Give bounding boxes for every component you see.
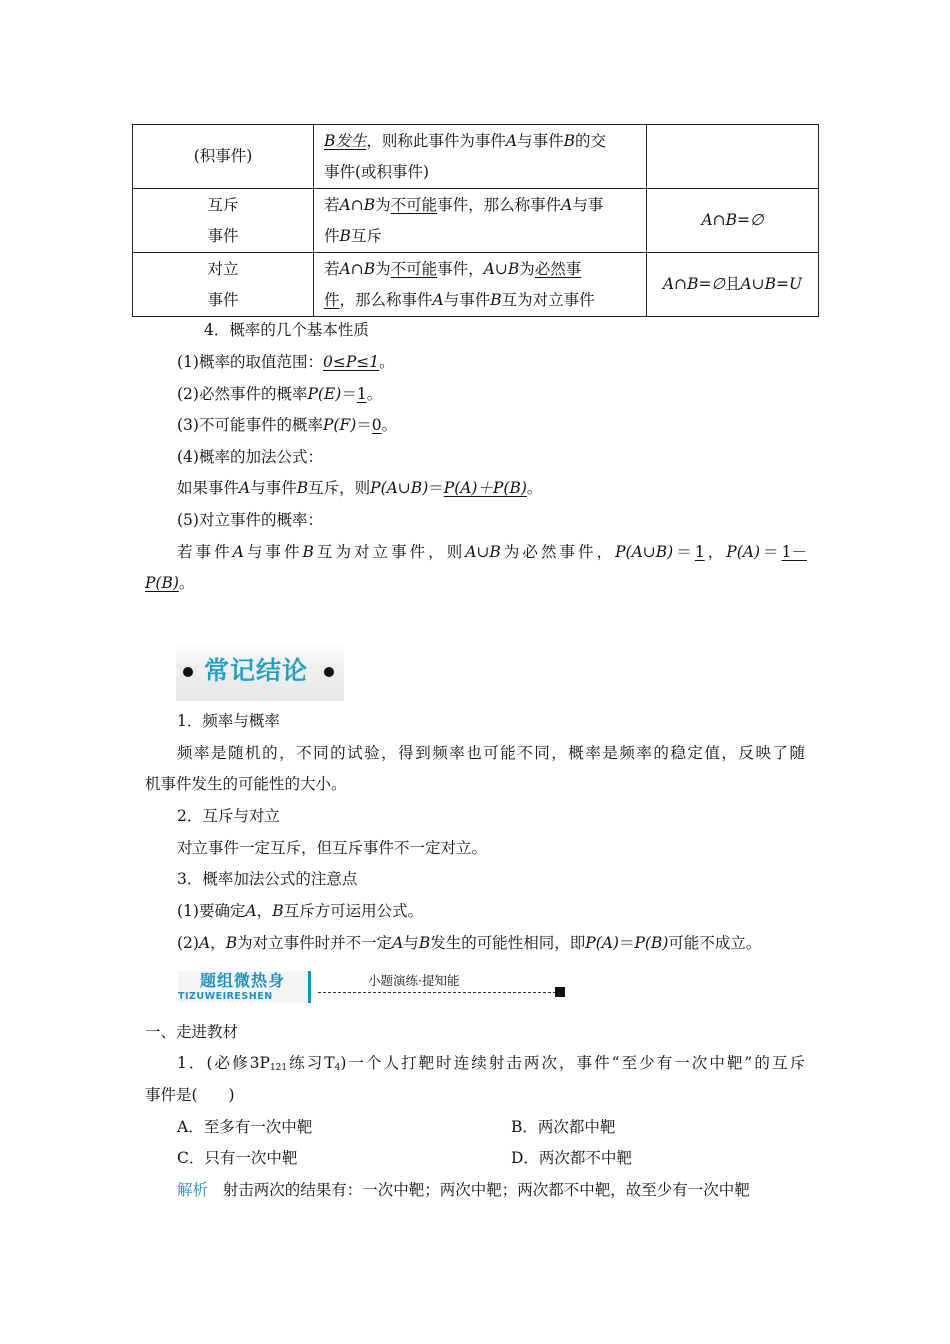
table-row (133, 253, 819, 317)
option-b[interactable]: B．两次都中靶 (511, 1118, 616, 1136)
conclusion-2-text: 对立事件一定互斥，但互斥事件不一定对立。 (177, 839, 488, 857)
banner-pinyin: TIZUWEIRESHEN (178, 991, 273, 1002)
practice-banner (178, 971, 568, 1009)
bullet-dot-icon (324, 667, 334, 677)
square-bullet-icon (555, 987, 565, 997)
conclusion-1-text: 频率是随机的，不同的试验，得到频率也可能不同，概率是频率的稳定值，反映了随 (177, 744, 805, 762)
table-cell: A∩B=∅ (647, 189, 819, 253)
option-a[interactable]: A．至多有一次中靶 (177, 1118, 313, 1136)
property-4-text: 如果事件A与事件B互斥，则P(A∪B)＝P(A)＋P(B)。 (177, 479, 543, 497)
option-c[interactable]: C．只有一次中靶 (177, 1149, 298, 1167)
table-cell: 若A∩B为不可能事件，A∪B为必然事 件，那么称事件A与事件B互为对立事件 (314, 253, 647, 317)
table-row (133, 125, 819, 189)
table-cell (647, 125, 819, 189)
banner-title: 题组微热身 (200, 971, 286, 990)
conclusion-1-text-cont: 机事件发生的可能性的大小。 (145, 775, 347, 793)
conclusion-3-title: 3．概率加法公式的注意点 (177, 870, 358, 888)
property-5-text-cont: P(B)。 (145, 574, 195, 592)
table-cell: B发生，则称此事件为事件A与事件B的交 事件(或积事件) (314, 125, 647, 189)
table-cell: 对立 事件 (133, 253, 314, 317)
bullet-dot-icon (183, 667, 193, 677)
banner-dashed-line (318, 992, 556, 993)
badge-title: 常记结论 (204, 656, 309, 685)
section-heading-properties: 4．概率的几个基本性质 (204, 321, 369, 339)
question-1-stem-cont: 事件是( ) (145, 1086, 235, 1104)
table-cell: 互斥 事件 (133, 189, 314, 253)
analysis-line: 解析 射击两次的结果有：一次中靶；两次中靶；两次都不中靶，故至少有一次中靶 (177, 1181, 750, 1199)
event-relations-table (132, 124, 819, 317)
property-4: (4)概率的加法公式： (177, 448, 323, 466)
question-1-stem: 1．(必修$3P_{121}$练习$T_4$)一个人打靶时连续射击两次，事件“至少有一次中靶”的互斥 (177, 1054, 805, 1073)
option-d[interactable]: D．两次都不中靶 (511, 1149, 632, 1167)
banner-subtitle: 小题演练·提知能 (368, 973, 460, 988)
table-row (133, 189, 819, 253)
table-cell: (积事件) (133, 125, 314, 189)
property-5-text: 若事件A与事件B互为对立事件，则A∪B为必然事件，P(A∪B)＝1，P(A)＝1－ (177, 543, 807, 561)
analysis-label: 解析 (177, 1181, 209, 1199)
property-5: (5)对立事件的概率： (177, 511, 323, 529)
conclusion-2-title: 2．互斥与对立 (177, 807, 280, 825)
table-cell: A∩B=∅且A∪B=U (647, 253, 819, 317)
exercise-section-heading: 一、走进教材 (145, 1023, 239, 1041)
banner-tag (178, 971, 311, 1003)
conclusion-3-item-2: (2)A，B为对立事件时并不一定A与B发生的可能性相同，即P(A)＝P(B)可能不成立。 (177, 934, 762, 952)
property-2: (2)必然事件的概率P(E)＝1。 (177, 385, 383, 403)
section-badge-conclusions (176, 643, 344, 701)
table-cell: 若A∩B为不可能事件，那么称事件A与事 件B互斥 (314, 189, 647, 253)
property-1: (1)概率的取值范围：0≤P≤1。 (177, 353, 395, 371)
conclusion-1-title: 1．频率与概率 (177, 712, 280, 730)
conclusion-3-item-1: (1)要确定A，B互斥方可运用公式。 (177, 902, 424, 920)
property-3: (3)不可能事件的概率P(F)＝0。 (177, 416, 398, 434)
